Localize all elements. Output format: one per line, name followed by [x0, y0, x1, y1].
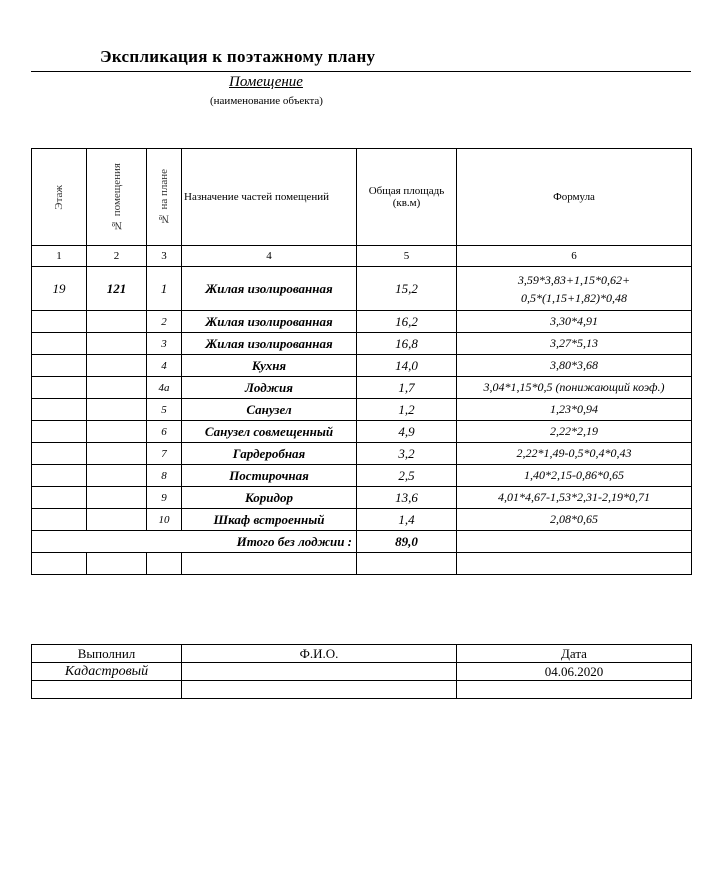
cell-name: Санузел совмещенный	[182, 421, 357, 443]
cell-room	[87, 377, 147, 399]
signature-header-row	[32, 645, 692, 663]
cell-formula: 2,22*2,19	[457, 421, 692, 443]
date-label: Дата	[457, 645, 692, 663]
cell-room	[87, 443, 147, 465]
fio-value	[182, 663, 457, 681]
header-plan-number: № на плане	[147, 149, 182, 246]
empty-row	[32, 553, 692, 575]
explication-table	[31, 148, 692, 575]
cell-formula: 3,04*1,15*0,5 (понижающий коэф.)	[457, 377, 692, 399]
cell-room	[87, 333, 147, 355]
document-title: Экспликация к поэтажному плану	[100, 47, 376, 66]
total-formula-empty	[457, 531, 692, 553]
cell-name: Гардеробная	[182, 443, 357, 465]
cell-name: Коридор	[182, 487, 357, 509]
cell-formula: 3,80*3,68	[457, 355, 692, 377]
cell-plan: 4а	[147, 377, 182, 399]
cell-plan: 7	[147, 443, 182, 465]
cell-floor	[32, 443, 87, 465]
header-area: Общая площадь (кв.м)	[357, 149, 457, 246]
table-row	[32, 421, 692, 443]
cell-floor	[32, 333, 87, 355]
cell-room	[87, 399, 147, 421]
column-number: 3	[147, 246, 182, 267]
cell-formula: 3,30*4,91	[457, 311, 692, 333]
header-formula: Формула	[457, 149, 692, 246]
total-label: Итого без лоджии :	[32, 531, 357, 553]
table-row	[32, 377, 692, 399]
cell-area: 2,5	[357, 465, 457, 487]
column-number: 5	[357, 246, 457, 267]
cell-plan: 3	[147, 333, 182, 355]
header-row	[32, 149, 692, 246]
cell-plan: 4	[147, 355, 182, 377]
total-value: 89,0	[357, 531, 457, 553]
cell-room	[87, 311, 147, 333]
cell-name: Постирочная	[182, 465, 357, 487]
cell-area: 1,7	[357, 377, 457, 399]
header-floor: Этаж	[32, 149, 87, 246]
column-number: 1	[32, 246, 87, 267]
column-number: 4	[182, 246, 357, 267]
title-underline	[31, 71, 691, 72]
date-value: 04.06.2020	[457, 663, 692, 681]
table-row	[32, 509, 692, 531]
header-room-number: № помещения	[87, 149, 147, 246]
cell-name: Санузел	[182, 399, 357, 421]
column-number: 2	[87, 246, 147, 267]
signature-empty-row	[32, 681, 692, 699]
cell-floor	[32, 377, 87, 399]
cell-formula: 3,59*3,83+1,15*0,62+ 0,5*(1,15+1,82)*0,48	[457, 267, 692, 311]
table-row	[32, 355, 692, 377]
cell-name: Жилая изолированная	[182, 333, 357, 355]
cell-floor	[32, 421, 87, 443]
object-name: Помещение	[229, 74, 303, 90]
table-row	[32, 333, 692, 355]
cell-floor	[32, 311, 87, 333]
cell-plan: 8	[147, 465, 182, 487]
cell-area: 1,2	[357, 399, 457, 421]
cell-area: 4,9	[357, 421, 457, 443]
cell-plan: 10	[147, 509, 182, 531]
cell-area: 15,2	[357, 267, 457, 311]
cell-floor	[32, 509, 87, 531]
column-number: 6	[457, 246, 692, 267]
cell-area: 14,0	[357, 355, 457, 377]
cell-formula: 4,01*4,67-1,53*2,31-2,19*0,71	[457, 487, 692, 509]
executed-label: Выполнил	[32, 645, 182, 663]
cell-room	[87, 509, 147, 531]
cell-area: 16,2	[357, 311, 457, 333]
cell-floor	[32, 487, 87, 509]
total-row	[32, 531, 692, 553]
cell-area: 3,2	[357, 443, 457, 465]
cell-plan: 5	[147, 399, 182, 421]
column-number-row	[32, 246, 692, 267]
table-row	[32, 465, 692, 487]
signature-table	[31, 644, 692, 699]
cell-room	[87, 487, 147, 509]
cell-formula: 3,27*5,13	[457, 333, 692, 355]
cell-name: Кухня	[182, 355, 357, 377]
cell-area: 1,4	[357, 509, 457, 531]
cell-floor: 19	[32, 267, 87, 311]
cell-floor	[32, 399, 87, 421]
executor-value: Кадастровый	[32, 663, 182, 681]
cell-name: Жилая изолированная	[182, 311, 357, 333]
fio-label: Ф.И.О.	[182, 645, 457, 663]
cell-formula: 2,22*1,49-0,5*0,4*0,43	[457, 443, 692, 465]
cell-name: Лоджия	[182, 377, 357, 399]
table-row	[32, 399, 692, 421]
cell-plan: 2	[147, 311, 182, 333]
table-row	[32, 443, 692, 465]
signature-value-row	[32, 663, 692, 681]
cell-formula: 2,08*0,65	[457, 509, 692, 531]
cell-plan: 6	[147, 421, 182, 443]
cell-plan: 9	[147, 487, 182, 509]
table-row	[32, 487, 692, 509]
cell-name: Шкаф встроенный	[182, 509, 357, 531]
cell-name: Жилая изолированная	[182, 267, 357, 311]
cell-area: 16,8	[357, 333, 457, 355]
cell-plan: 1	[147, 267, 182, 311]
cell-room	[87, 421, 147, 443]
cell-formula: 1,23*0,94	[457, 399, 692, 421]
table-row	[32, 267, 692, 311]
header-purpose: Назначение частей помещений	[182, 149, 357, 246]
cell-formula: 1,40*2,15-0,86*0,65	[457, 465, 692, 487]
object-caption: (наименование объекта)	[210, 95, 323, 107]
table-row	[32, 311, 692, 333]
cell-room: 121	[87, 267, 147, 311]
cell-floor	[32, 355, 87, 377]
cell-floor	[32, 465, 87, 487]
cell-area: 13,6	[357, 487, 457, 509]
cell-room	[87, 355, 147, 377]
cell-room	[87, 465, 147, 487]
